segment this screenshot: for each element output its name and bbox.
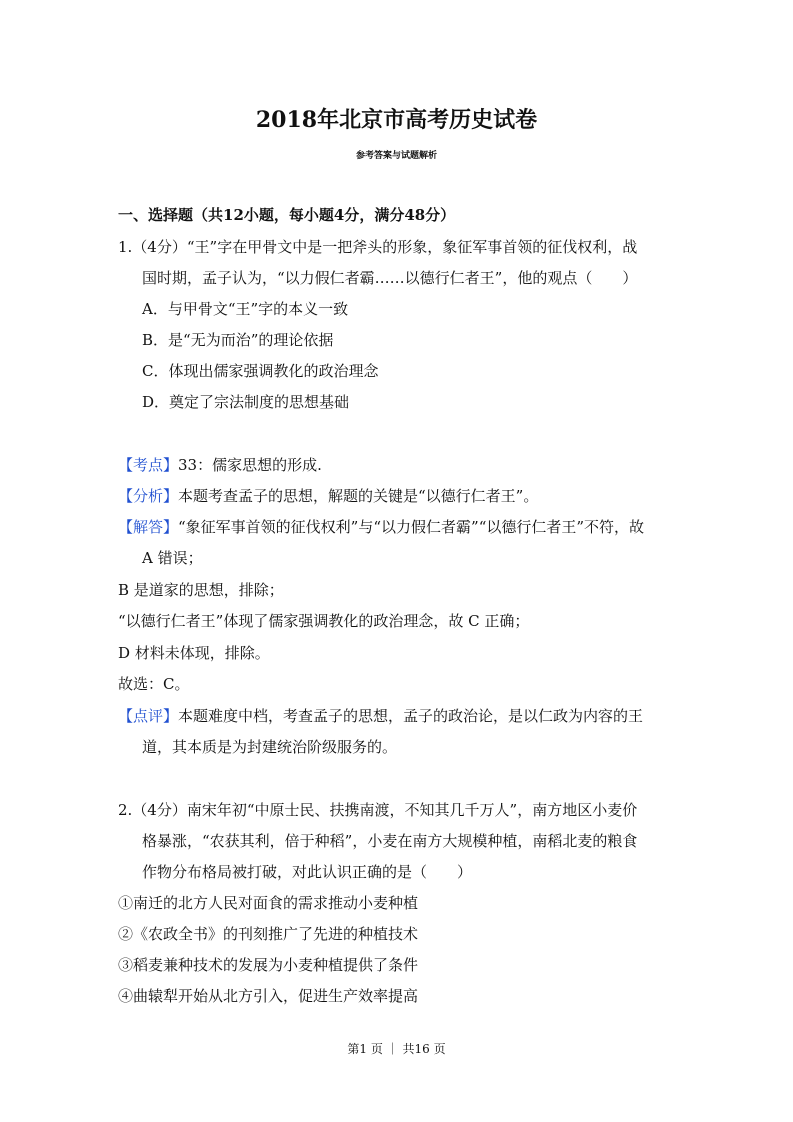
q1-jieda-line6: 故选：C。 [118, 675, 190, 693]
q1-option-b: B．是“无为而治”的理论依据 [142, 331, 334, 349]
page-title: 2018年北京市高考历史试卷 [255, 107, 538, 133]
q1-stem-line2: 国时期，孟子认为，“以力假仁者霸……以德行仁者王”，他的观点（ ） [142, 269, 638, 287]
q1-option-d: D．奠定了宗法制度的思想基础 [142, 393, 350, 411]
q1-fenxi [118, 486, 538, 506]
kaodian-tag: 【考点】 [118, 456, 179, 474]
page-footer: 第1 页 ｜ 共16 页 [347, 1042, 446, 1056]
q2-stem-line1: 2.（4分）南宋年初“中原士民、扶携南渡，不知其几千万人”，南方地区小麦价 [118, 801, 638, 819]
q1-jieda-line2: A 错误； [142, 549, 203, 567]
q1-stem-line1: 1.（4分）“王”字在甲骨文中是一把斧头的形象，象征军事首领的征伐权利，战 [118, 238, 638, 256]
page-subtitle: 参考答案与试题解析 [355, 151, 437, 161]
q1-dianping-line1 [118, 706, 643, 726]
fenxi-text: 本题考查孟子的思想，解题的关键是“以德行仁者王”。 [178, 487, 539, 505]
q2-stem-line3: 作物分布格局被打破，对此认识正确的是（ ） [142, 863, 473, 881]
dianping-tag: 【点评】 [118, 707, 179, 725]
q1-option-a: A．与甲骨文“王”字的本义一致 [142, 300, 349, 318]
section-heading: 一、选择题（共12小题，每小题4分，满分48分） [118, 206, 456, 224]
q2-item-4: ④曲辕犁开始从北方引入，促进生产效率提高 [118, 987, 419, 1005]
jieda-text-1: “象征军事首领的征伐权利”与“以力假仁者霸”“以德行仁者王”不符，故 [178, 518, 645, 536]
q1-option-c: C．体现出儒家强调教化的政治理念 [142, 362, 379, 380]
q2-stem-line2: 格暴涨，“农获其利，倍于种稻”，小麦在南方大规模种植，南稻北麦的粮食 [142, 832, 638, 850]
q2-item-1: ①南迁的北方人民对面食的需求推动小麦种植 [118, 894, 419, 912]
dianping-text-1: 本题难度中档，考查孟子的思想，孟子的政治论，是以仁政为内容的王 [178, 707, 644, 725]
q1-jieda-line3: B 是道家的思想，排除； [118, 581, 284, 599]
jieda-tag: 【解答】 [118, 518, 179, 536]
q1-dianping-line2: 道，其本质是为封建统治阶级服务的。 [142, 738, 398, 756]
q1-jieda-line1 [118, 517, 644, 537]
q2-item-2: ②《农政全书》的刊刻推广了先进的种植技术 [118, 925, 419, 943]
q1-jieda-line4: “以德行仁者王”体现了儒家强调教化的政治理念，故 C 正确； [118, 612, 530, 630]
q1-kaodian [118, 455, 322, 475]
kaodian-text: 33：儒家思想的形成. [178, 456, 322, 474]
q2-item-3: ③稻麦兼种技术的发展为小麦种植提供了条件 [118, 956, 419, 974]
q1-jieda-line5: D 材料未体现，排除。 [118, 644, 270, 662]
fenxi-tag: 【分析】 [118, 487, 179, 505]
